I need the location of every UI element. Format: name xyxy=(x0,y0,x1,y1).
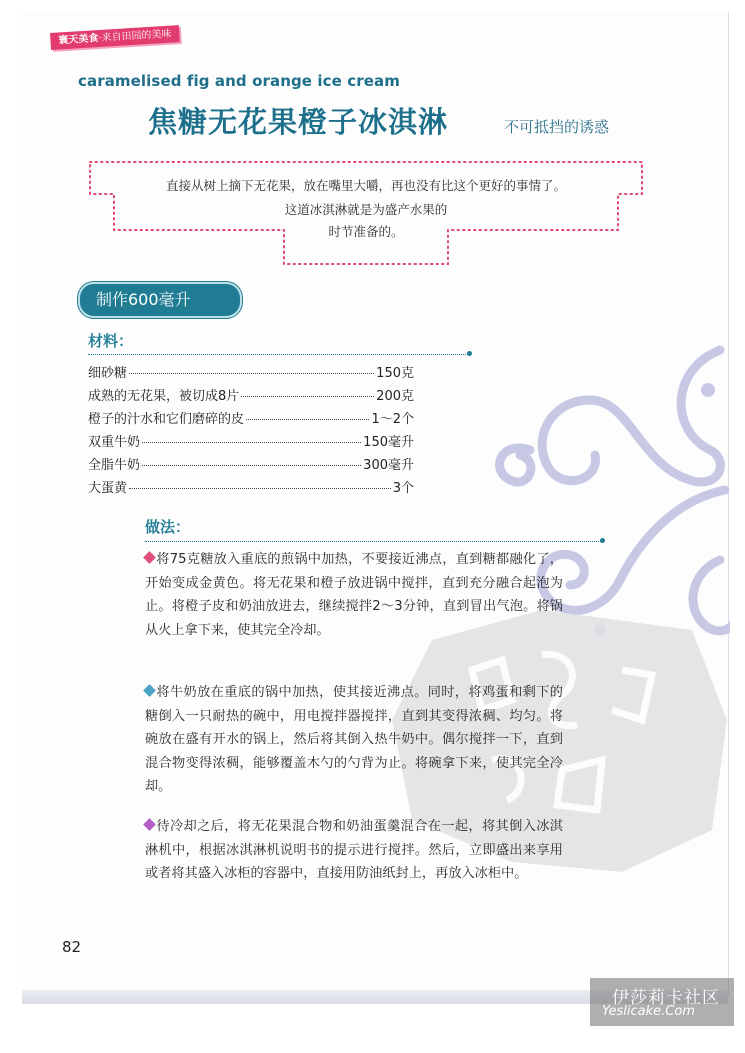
yield-badge: 制作600毫升 xyxy=(78,282,242,318)
ingredient-row xyxy=(88,477,414,500)
ingredients-list xyxy=(88,362,414,500)
method-heading: 做法： xyxy=(145,518,191,536)
ingredient-row xyxy=(88,408,414,431)
method-rule xyxy=(145,541,601,542)
diamond-bullet-icon xyxy=(143,684,156,697)
ingredient-name: 全脂牛奶 xyxy=(88,458,141,473)
intro-line-3: 时节准备的。 xyxy=(328,224,404,239)
ingredient-qty: 200克 xyxy=(376,389,414,404)
step-1 xyxy=(145,548,563,642)
ingredient-row xyxy=(88,362,414,385)
step-text: 将牛奶放在重底的锅中加热，使其接近沸点。同时，将鸡蛋和剩下的糖倒入一只耐热的碗中，用电搅拌器搅拌，直到其变得浓稠、均匀。将碗放在盛有开水的锅上，然后将其倒入热牛奶中。偶尔搅拌一下，直到混合物变得浓稠，能够覆盖木勺的勺背为止。将碗拿下来，使其完全冷却。 xyxy=(145,685,563,795)
intro-box xyxy=(88,160,644,266)
tag-sub: ·来自田园的美味 xyxy=(98,28,172,45)
watermark-line-2: Yeslicake.Com xyxy=(602,1004,695,1019)
page-number: 82 xyxy=(62,938,82,956)
ingredient-name: 双重牛奶 xyxy=(88,435,141,450)
diamond-bullet-icon xyxy=(143,551,156,564)
ingredient-qty: 1～2个 xyxy=(371,412,414,427)
ingredient-name: 成熟的无花果，被切成8片 xyxy=(88,389,240,404)
leader-dots xyxy=(142,442,361,443)
leader-dots xyxy=(129,373,374,374)
leader-dots xyxy=(129,488,391,489)
ingredient-row xyxy=(88,431,414,454)
ingredient-qty: 150克 xyxy=(376,366,414,381)
leader-dots xyxy=(246,419,369,420)
watermark-line-1: 伊莎莉卡社区 xyxy=(612,988,720,1008)
english-title: caramelised fig and orange ice cream xyxy=(78,72,400,90)
ingredient-name: 大蛋黄 xyxy=(88,481,128,496)
ingredient-qty: 3个 xyxy=(392,481,414,496)
intro-line-1: 直接从树上摘下无花果，放在嘴里大嚼，再也没有比这个更好的事情了。 xyxy=(165,178,566,193)
ingredients-heading: 材料： xyxy=(88,332,134,350)
ingredient-name: 橙子的汁水和它们磨碎的皮 xyxy=(88,412,245,427)
ingredient-name: 细砂糖 xyxy=(88,366,128,381)
ingredients-rule xyxy=(88,354,468,355)
ingredient-row xyxy=(88,454,414,477)
step-2 xyxy=(145,681,563,799)
diamond-bullet-icon xyxy=(143,818,156,831)
step-text: 待冷却之后，将无花果混合物和奶油蛋羹混合在一起，将其倒入冰淇淋机中，根据冰淇淋机说明书的提示进行搅拌。然后，立即盛出来享用或者将其盛入冰柜的容器中，直接用防油纸封上，再放入冰柜中。 xyxy=(145,819,563,882)
ingredient-qty: 300毫升 xyxy=(363,458,414,473)
subtitle: 不可抵挡的诱惑 xyxy=(504,118,610,136)
ingredient-qty: 150毫升 xyxy=(363,435,414,450)
intro-line-2: 这道冰淇淋就是为盛产水果的 xyxy=(284,202,448,217)
step-text: 将75克糖放入重底的煎锅中加热，不要接近沸点，直到糖都融化了，开始变成金黄色。将无花果和橙子放进锅中搅拌，直到充分融合起泡为止。将橙子皮和奶油放进去，继续搅拌2～3分钟，直到冒出气泡。将锅从火上拿下来，使其完全冷却。 xyxy=(145,552,563,638)
leader-dots xyxy=(241,396,374,397)
chinese-title: 焦糖无花果橙子冰淇淋 xyxy=(148,105,449,139)
step-3 xyxy=(145,815,563,886)
ingredient-row xyxy=(88,385,414,408)
leader-dots xyxy=(142,465,361,466)
tag-main: 寰天美食 xyxy=(58,33,99,47)
